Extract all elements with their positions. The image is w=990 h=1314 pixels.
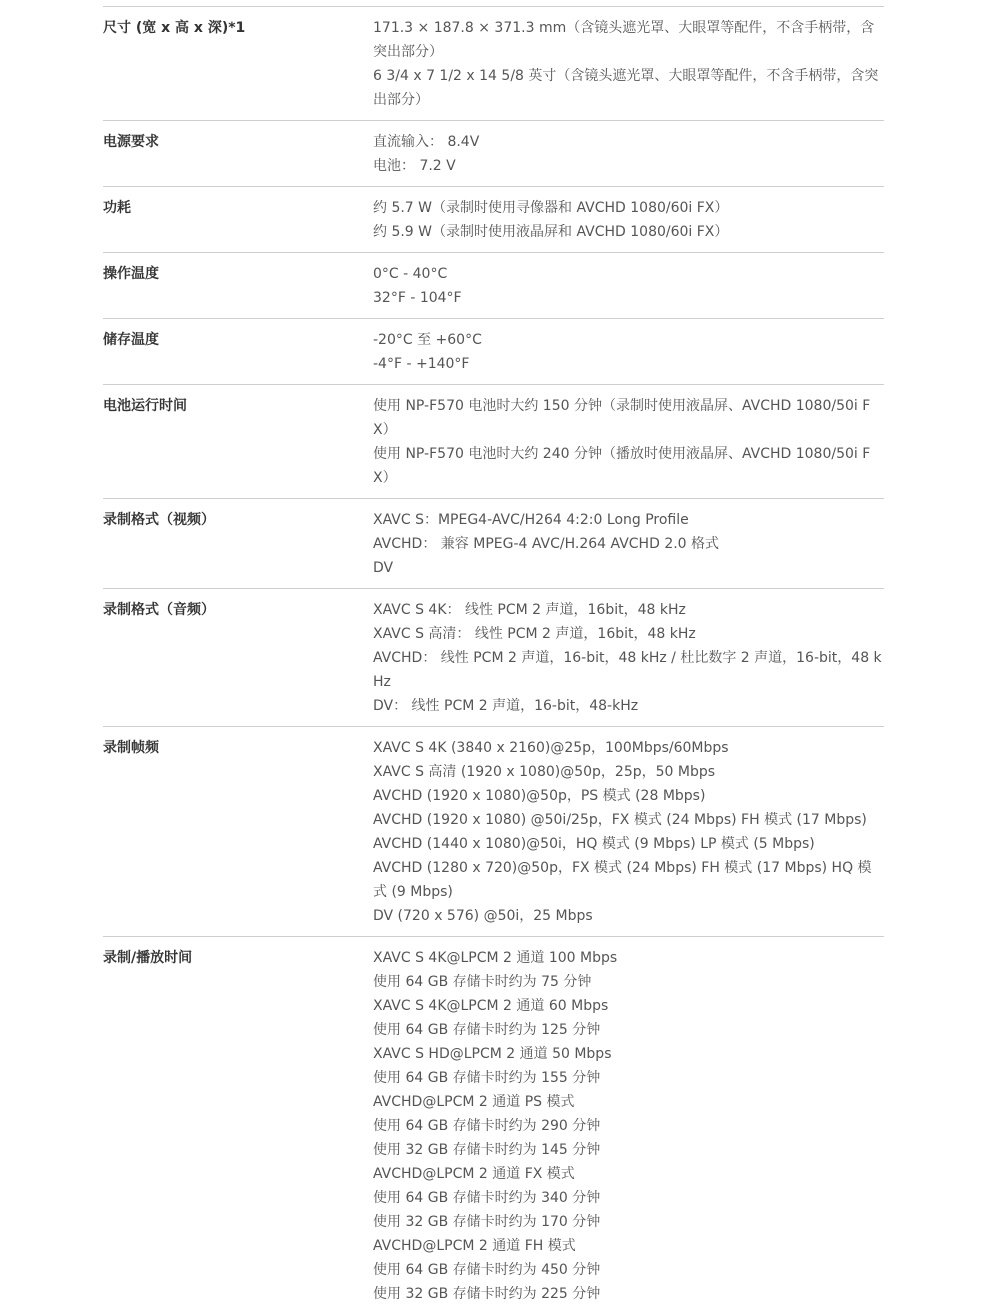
spec-value-line: -4°F - +140°F (373, 356, 470, 372)
spec-row-record-playback-time (103, 937, 884, 1314)
spec-value-line: 使用 64 GB 存储卡时约为 450 分钟 (373, 1262, 601, 1278)
spec-values (373, 736, 884, 928)
spec-value-line: 6 3/4 x 7 1/2 x 14 5/8 英寸（含镜头遮光罩、大眼罩等配件，不含手柄带，含突出部分） (373, 68, 879, 108)
spec-value-line: 使用 64 GB 存储卡时约为 155 分钟 (373, 1070, 601, 1086)
spec-value-line: -20°C 至 +60°C (373, 332, 482, 348)
spec-value-line: AVCHD： 兼容 MPEG-4 AVC/H.264 AVCHD 2.0 格式 (373, 536, 720, 552)
spec-value-line: 电池： 7.2 V (373, 158, 456, 174)
spec-value-line: AVCHD@LPCM 2 通道 FX 模式 (373, 1166, 575, 1182)
spec-value-line: 使用 32 GB 存储卡时约为 225 分钟 (373, 1286, 601, 1302)
spec-value-line: 使用 NP-F570 电池时大约 240 分钟（播放时使用液晶屏、AVCHD 1080/50i FX） (373, 446, 871, 486)
spec-value-line: 使用 32 GB 存储卡时约为 145 分钟 (373, 1142, 601, 1158)
spec-label: 电源要求 (103, 134, 159, 150)
spec-label: 操作温度 (103, 266, 159, 282)
spec-row-power-requirements (103, 121, 884, 187)
spec-row-battery-runtime (103, 385, 884, 499)
spec-row-power-consumption (103, 187, 884, 253)
spec-label: 录制/播放时间 (103, 950, 193, 966)
spec-row-frame-rate (103, 727, 884, 937)
spec-value-line: 使用 32 GB 存储卡时约为 170 分钟 (373, 1214, 601, 1230)
spec-value-line: DV (373, 560, 394, 576)
spec-value-line: AVCHD (1280 x 720)@50p，FX 模式 (24 Mbps) FH 模式 (17 Mbps) HQ 模式 (9 Mbps) (373, 860, 872, 900)
spec-value-line: 171.3 × 187.8 × 371.3 mm（含镜头遮光罩、大眼罩等配件，不含手柄带，含突出部分） (373, 20, 875, 60)
spec-value-line: DV： 线性 PCM 2 声道，16-bit，48-kHz (373, 698, 639, 714)
spec-value-line: XAVC S HD@LPCM 2 通道 50 Mbps (373, 1046, 612, 1062)
spec-value-line: 使用 64 GB 存储卡时约为 340 分钟 (373, 1190, 601, 1206)
spec-value-line: XAVC S 高清 (1920 x 1080)@50p，25p，50 Mbps (373, 764, 716, 780)
spec-value-line: XAVC S 高清： 线性 PCM 2 声道，16bit，48 kHz (373, 626, 696, 642)
spec-values (373, 196, 884, 244)
spec-value-line: 使用 NP-F570 电池时大约 150 分钟（录制时使用液晶屏、AVCHD 1080/50i FX） (373, 398, 871, 438)
spec-label: 储存温度 (103, 332, 159, 348)
spec-value-line: XAVC S 4K (3840 x 2160)@25p，100Mbps/60Mbps (373, 740, 729, 756)
spec-value-line: XAVC S 4K： 线性 PCM 2 声道，16bit，48 kHz (373, 602, 686, 618)
spec-value-line: 32°F - 104°F (373, 290, 462, 306)
spec-value-line: 0°C - 40°C (373, 266, 448, 282)
spec-value-line: 使用 64 GB 存储卡时约为 75 分钟 (373, 974, 592, 990)
spec-row-operating-temperature (103, 253, 884, 319)
spec-values (373, 130, 884, 178)
spec-row-dimensions (103, 7, 884, 121)
spec-values (373, 328, 884, 376)
spec-label: 录制格式（音频） (103, 602, 215, 618)
spec-value-line: AVCHD@LPCM 2 通道 FH 模式 (373, 1238, 576, 1254)
spec-value-line: XAVC S 4K@LPCM 2 通道 60 Mbps (373, 998, 609, 1014)
spec-value-line: AVCHD (1920 x 1080) @50i/25p，FX 模式 (24 Mbps) FH 模式 (17 Mbps) (373, 812, 867, 828)
spec-value-line: AVCHD： 线性 PCM 2 声道，16-bit，48 kHz / 杜比数字 2 声道，16-bit，48 kHz (373, 650, 882, 690)
spec-row-storage-temperature (103, 319, 884, 385)
spec-values (373, 262, 884, 310)
spec-label: 功耗 (103, 200, 131, 216)
spec-value-line: 约 5.7 W（录制时使用寻像器和 AVCHD 1080/60i FX） (373, 200, 729, 216)
spec-value-line: 使用 64 GB 存储卡时约为 125 分钟 (373, 1022, 601, 1038)
spec-values (373, 508, 884, 580)
spec-value-line: 约 5.9 W（录制时使用液晶屏和 AVCHD 1080/60i FX） (373, 224, 729, 240)
spec-label: 电池运行时间 (103, 398, 187, 414)
spec-values (373, 598, 884, 718)
spec-value-line: 直流输入： 8.4V (373, 134, 480, 150)
spec-label: 录制格式（视频） (103, 512, 215, 528)
spec-values (373, 946, 884, 1306)
spec-value-line: XAVC S：MPEG4-AVC/H264 4:2:0 Long Profile (373, 512, 689, 528)
spec-label: 录制帧频 (103, 740, 159, 756)
spec-value-line: AVCHD (1440 x 1080)@50i，HQ 模式 (9 Mbps) LP 模式 (5 Mbps) (373, 836, 815, 852)
spec-value-line: AVCHD@LPCM 2 通道 PS 模式 (373, 1094, 575, 1110)
spec-table (103, 6, 884, 1314)
spec-values (373, 394, 884, 490)
spec-value-line: XAVC S 4K@LPCM 2 通道 100 Mbps (373, 950, 618, 966)
spec-values (373, 16, 884, 112)
spec-label: 尺寸 (宽 x 高 x 深)*1 (103, 20, 246, 36)
spec-value-line: DV (720 x 576) @50i，25 Mbps (373, 908, 593, 924)
spec-value-line: AVCHD (1920 x 1080)@50p，PS 模式 (28 Mbps) (373, 788, 706, 804)
spec-value-line: 使用 64 GB 存储卡时约为 290 分钟 (373, 1118, 601, 1134)
spec-row-video-format (103, 499, 884, 589)
spec-row-audio-format (103, 589, 884, 727)
